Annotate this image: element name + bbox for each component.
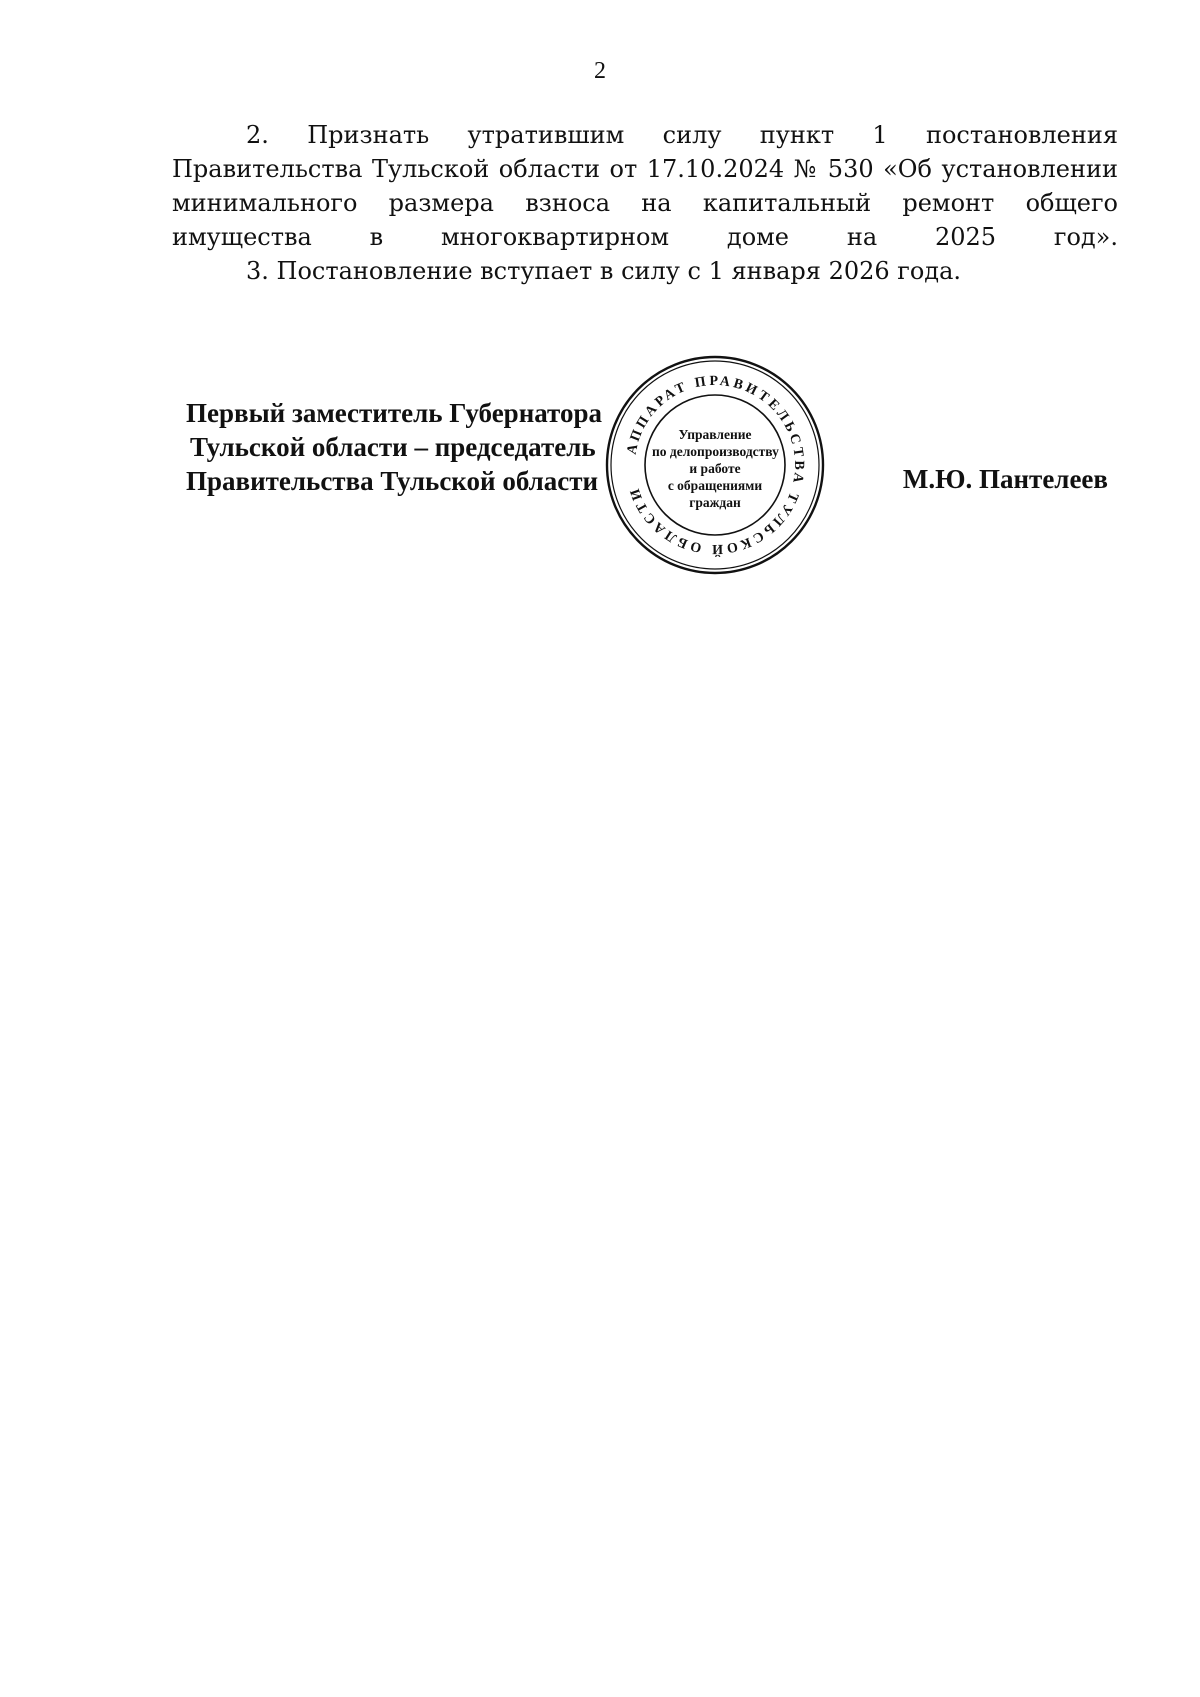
stamp-ring-text: АППАРАТ ПРАВИТЕЛЬСТВА ТУЛЬСКОЙ ОБЛАСТИ <box>624 373 807 557</box>
stamp-line-3: и работе <box>689 461 741 476</box>
position-line-2: Тульской области – председатель <box>190 432 596 462</box>
stamp-line-1: Управление <box>678 427 752 442</box>
position-line-1: Первый заместитель Губернатора <box>186 398 602 428</box>
page-number: 2 <box>594 58 606 84</box>
stamp-line-4: с обращениями <box>667 478 763 493</box>
paragraph-2: 2. Признать утратившим силу пункт 1 постановления Правительства Тульской области от 17.10.2024 № 530 «Об установлении минимального размера взноса на капитальный ремонт общего имущества в многоквартирном доме на 2025 год». <box>172 121 1118 251</box>
signatory-position <box>186 396 602 498</box>
signatory-name: М.Ю. Пантелеев <box>902 464 1108 494</box>
stamp-center-text <box>652 426 778 511</box>
document-body <box>172 118 1118 288</box>
stamp-line-5: граждан <box>689 495 741 510</box>
paragraph-3: 3. Постановление вступает в силу с 1 января 2026 года. <box>246 257 962 285</box>
stamp-line-2: по делопроизводству <box>652 444 779 459</box>
position-line-3: Правительства Тульской области <box>186 466 599 496</box>
official-stamp-seal <box>604 354 826 576</box>
